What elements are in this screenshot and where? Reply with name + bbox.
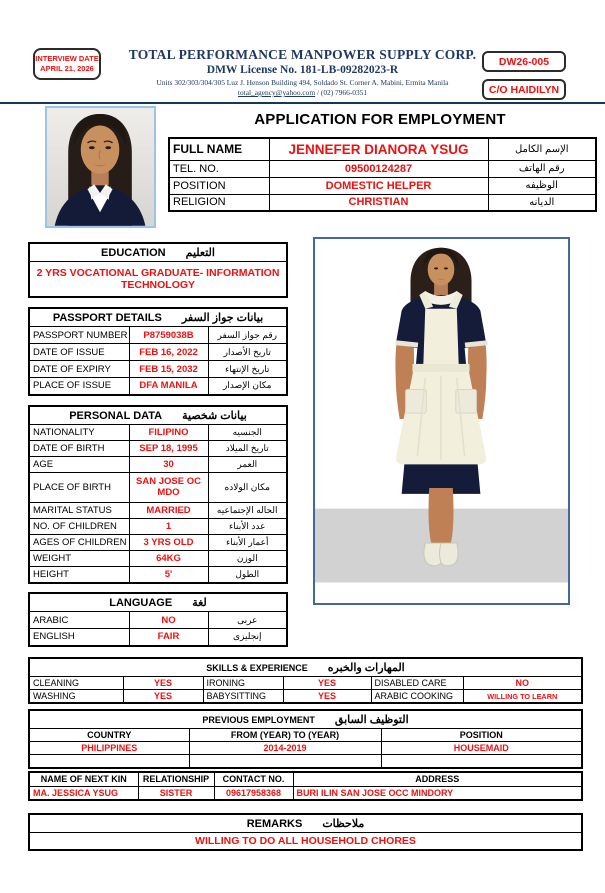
ironing-value: YES xyxy=(283,677,371,690)
no-of-children-label: NO. OF CHILDREN xyxy=(29,519,129,535)
reference-code: DW26-005 xyxy=(498,55,550,68)
language-title-ar: لغة xyxy=(192,597,207,609)
place-of-issue-value: DFA MANILA xyxy=(129,378,208,395)
disabled-care-label: DISABLED CARE xyxy=(371,677,463,690)
previous-employment-title-ar: التوظيف السابق xyxy=(334,714,409,726)
headshot-illustration xyxy=(47,108,154,226)
disabled-care-value: NO xyxy=(463,677,582,690)
place-of-birth-arabic: مكان الولاده xyxy=(208,473,287,503)
weight-value: 64KG xyxy=(129,551,208,567)
religion-value: CHRISTIAN xyxy=(269,194,488,211)
remarks-title-ar: ملاحظات xyxy=(322,818,365,830)
arabic-language-label: ARABIC xyxy=(29,612,129,629)
marital-status-value: MARRIED xyxy=(129,503,208,519)
personal-data-header xyxy=(29,406,287,425)
passport-title-en: PASSPORT DETAILS xyxy=(52,312,162,324)
interview-date-box xyxy=(33,48,101,80)
employment-years: 2014-2019 xyxy=(189,742,381,755)
arabic-language-arabic: عربى xyxy=(208,612,287,629)
height-label: HEIGHT xyxy=(29,567,129,583)
tel-no-label: TEL. NO. xyxy=(169,160,269,177)
personal-data-title-en: PERSONAL DATA xyxy=(69,410,163,422)
skills-header xyxy=(29,658,582,677)
weight-label: WEIGHT xyxy=(29,551,129,567)
age-value: 30 xyxy=(129,457,208,473)
skills-section xyxy=(28,657,583,704)
previous-employment-table xyxy=(28,709,583,769)
next-of-kin-table xyxy=(28,771,583,801)
passport-title-ar: بيانات جواز السفر xyxy=(181,312,264,324)
applicant-info-section xyxy=(168,137,597,212)
arabic-cooking-value: WILLING TO LEARN xyxy=(463,690,582,704)
full-name-label: FULL NAME xyxy=(169,138,269,160)
ages-of-children-value: 3 YRS OLD xyxy=(129,535,208,551)
passport-header xyxy=(29,308,287,327)
previous-employment-header xyxy=(29,710,582,729)
no-of-children-value: 1 xyxy=(129,519,208,535)
employment-country-2 xyxy=(29,755,189,768)
applicant-info-table xyxy=(168,137,597,212)
religion-arabic: الديانه xyxy=(488,194,596,211)
agency-header xyxy=(105,47,500,97)
date-of-birth-value: SEP 18, 1995 xyxy=(129,441,208,457)
cleaning-label: CLEANING xyxy=(29,677,123,690)
arabic-cooking-label: ARABIC COOKING xyxy=(371,690,463,704)
english-language-value: FAIR xyxy=(129,629,208,646)
age-label: AGE xyxy=(29,457,129,473)
kin-address: BURI ILIN SAN JOSE OCC MINDORY xyxy=(293,786,582,800)
remarks-section xyxy=(28,813,583,851)
interview-date-value: APRIL 21, 2026 xyxy=(40,64,94,73)
education-header xyxy=(29,243,287,262)
agency-license: DMW License No. 181-LB-09282023-R xyxy=(206,64,399,76)
date-of-expiry-arabic: تاريخ الإنتهاء xyxy=(208,361,287,378)
nationality-arabic: الجنسيه xyxy=(208,425,287,441)
tel-no-value: 09500124287 xyxy=(269,160,488,177)
babysitting-value: YES xyxy=(283,690,371,704)
ironing-label: IRONING xyxy=(203,677,283,690)
employment-position-2 xyxy=(381,755,582,768)
remarks-table xyxy=(28,813,583,851)
cleaning-value: YES xyxy=(123,677,203,690)
care-of-name: C/O HAIDILYN xyxy=(488,83,560,96)
full-body-illustration xyxy=(315,239,568,603)
tel-no-arabic: رقم الهاتف xyxy=(488,160,596,177)
skills-table xyxy=(28,657,583,704)
employment-years-2 xyxy=(189,755,381,768)
date-of-issue-value: FEB 16, 2022 xyxy=(129,344,208,361)
passport-number-label: PASSPORT NUMBER xyxy=(29,327,129,344)
kin-name: MA. JESSICA YSUG xyxy=(29,786,138,800)
full-name-value: JENNEFER DIANORA YSUG xyxy=(269,138,488,160)
kin-col-contact: CONTACT NO. xyxy=(214,772,293,786)
date-of-expiry-label: DATE OF EXPIRY xyxy=(29,361,129,378)
previous-employment-section xyxy=(28,709,583,769)
agency-contact xyxy=(105,88,500,97)
employment-col-country: COUNTRY xyxy=(29,729,189,742)
kin-row xyxy=(29,786,582,800)
personal-data-section xyxy=(28,405,288,584)
employment-position: HOUSEMAID xyxy=(381,742,582,755)
washing-label: WASHING xyxy=(29,690,123,704)
language-table xyxy=(28,592,288,647)
date-of-birth-label: DATE OF BIRTH xyxy=(29,441,129,457)
marital-status-label: MARITAL STATUS xyxy=(29,503,129,519)
date-of-birth-arabic: تاريخ الميلاد xyxy=(208,441,287,457)
babysitting-label: BABYSITTING xyxy=(203,690,283,704)
place-of-issue-label: PLACE OF ISSUE xyxy=(29,378,129,395)
education-title-ar: التعليم xyxy=(185,247,215,259)
employment-col-position: POSITION xyxy=(381,729,582,742)
place-of-birth-label: PLACE OF BIRTH xyxy=(29,473,129,503)
age-arabic: العمر xyxy=(208,457,287,473)
height-arabic: الطول xyxy=(208,567,287,583)
previous-employment-title-en: PREVIOUS EMPLOYMENT xyxy=(202,715,315,725)
employment-country: PHILIPPINES xyxy=(29,742,189,755)
applicant-full-body-photo xyxy=(313,237,570,605)
agency-email: total_agency@yahoo.com xyxy=(237,88,316,97)
date-of-issue-label: DATE OF ISSUE xyxy=(29,344,129,361)
education-table xyxy=(28,242,288,298)
english-language-label: ENGLISH xyxy=(29,629,129,646)
language-title-en: LANGUAGE xyxy=(109,597,173,609)
nationality-value: FILIPINO xyxy=(129,425,208,441)
interview-date-label: INTERVIEW DATE xyxy=(35,54,99,64)
nationality-label: NATIONALITY xyxy=(29,425,129,441)
employment-row xyxy=(29,742,582,755)
agency-name: TOTAL PERFORMANCE MANPOWER SUPPLY CORP. xyxy=(128,47,477,62)
education-value: 2 YRS VOCATIONAL GRADUATE- INFORMATION TECHNOLOGY xyxy=(29,262,287,297)
care-of-box xyxy=(482,79,566,100)
position-arabic: الوظيفه xyxy=(488,177,596,194)
kin-col-address: ADDRESS xyxy=(293,772,582,786)
washing-value: YES xyxy=(123,690,203,704)
remarks-value: WILLING TO DO ALL HOUSEHOLD CHORES xyxy=(29,833,582,850)
kin-col-relationship: RELATIONSHIP xyxy=(138,772,214,786)
passport-table xyxy=(28,307,288,396)
remarks-title-en: REMARKS xyxy=(246,818,303,830)
position-value: DOMESTIC HELPER xyxy=(269,177,488,194)
next-of-kin-section xyxy=(28,771,583,801)
height-value: 5' xyxy=(129,567,208,583)
religion-label: RELIGION xyxy=(169,194,269,211)
ages-of-children-label: AGES OF CHILDREN xyxy=(29,535,129,551)
personal-data-title-ar: بيانات شخصية xyxy=(182,410,247,422)
employment-col-years: FROM (YEAR) TO (YEAR) xyxy=(189,729,381,742)
agency-address: Units 302/303/304/305 Luz J. Henson Building 494, Soldado St. Corner A. Mabini, Ermita Manila xyxy=(156,78,449,87)
date-of-expiry-value: FEB 15, 2032 xyxy=(129,361,208,378)
marital-status-arabic: الحاله الإجتماعيه xyxy=(208,503,287,519)
position-label: POSITION xyxy=(169,177,269,194)
language-header xyxy=(29,593,287,612)
header-divider xyxy=(0,102,605,104)
skills-title-ar: المهارات والخبره xyxy=(327,662,405,674)
weight-arabic: الوزن xyxy=(208,551,287,567)
date-of-issue-arabic: تاريخ الأصدار xyxy=(208,344,287,361)
personal-data-table xyxy=(28,405,288,584)
kin-relationship: SISTER xyxy=(138,786,214,800)
skills-title-en: SKILLS & EXPERIENCE xyxy=(206,663,308,673)
kin-contact: 09617958368 xyxy=(214,786,293,800)
place-of-birth-value: SAN JOSE OC MDO xyxy=(129,473,208,503)
passport-section xyxy=(28,307,288,396)
agency-phone: / (02) 7966-0351 xyxy=(316,88,368,97)
education-title-en: EDUCATION xyxy=(101,247,166,259)
english-language-arabic: إنجليزى xyxy=(208,629,287,646)
place-of-issue-arabic: مكان الإصدار xyxy=(208,378,287,395)
reference-code-box xyxy=(482,51,566,72)
passport-number-arabic: رقم جواز السفر xyxy=(208,327,287,344)
ages-of-children-arabic: أعمار الأبناء xyxy=(208,535,287,551)
no-of-children-arabic: عدد الأبناء xyxy=(208,519,287,535)
full-name-arabic: الإسم الكامل xyxy=(488,138,596,160)
document-title: APPLICATION FOR EMPLOYMENT xyxy=(254,111,506,128)
kin-col-name: NAME OF NEXT KIN xyxy=(29,772,138,786)
applicant-headshot-photo xyxy=(45,106,156,228)
passport-number-value: P8759038B xyxy=(129,327,208,344)
employment-row-empty xyxy=(29,755,582,768)
arabic-language-value: NO xyxy=(129,612,208,629)
education-section xyxy=(28,242,288,298)
remarks-header xyxy=(29,814,582,833)
language-section xyxy=(28,592,288,647)
